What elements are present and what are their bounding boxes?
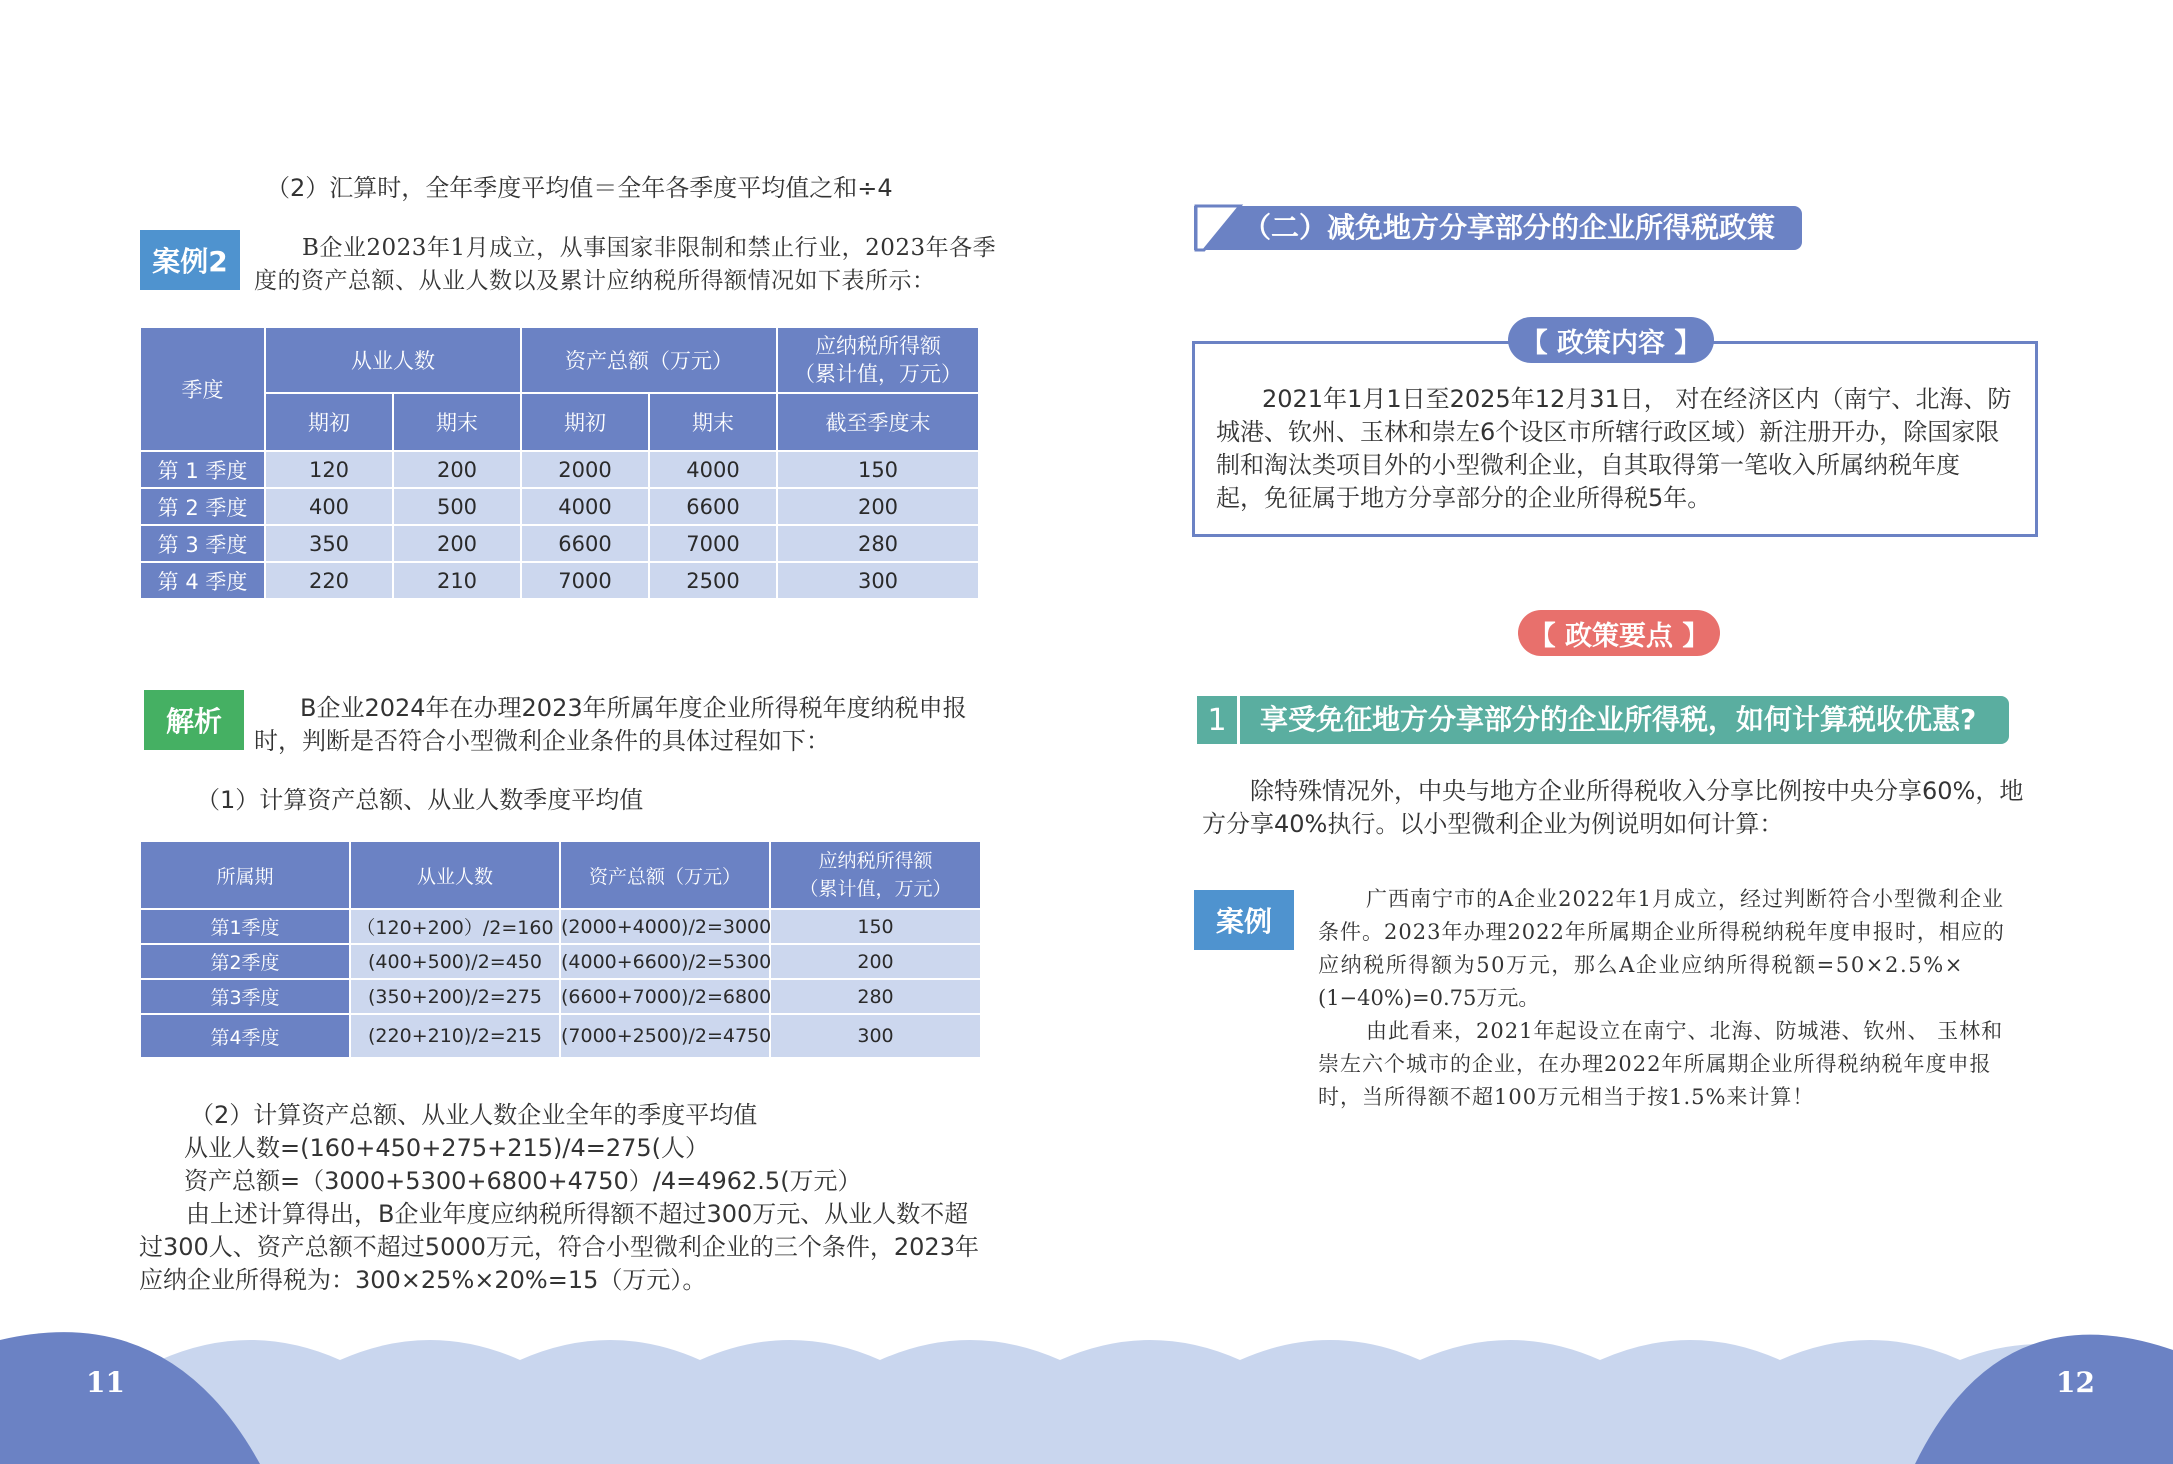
row-label: 第2季度 [140, 944, 350, 979]
case-line-4: (1−40%)=0.75万元。 [1318, 986, 1540, 1010]
cell: (220+210)/2=215 [350, 1014, 560, 1058]
cell: 220 [265, 562, 393, 599]
average-data-table [139, 840, 982, 1059]
cell: 200 [393, 525, 521, 562]
page-number-left: 11 [86, 1366, 125, 1399]
header-staff-begin: 期初 [265, 393, 393, 451]
case-line-5: 由此看来，2021年起设立在南宁、北海、防城港、钦州、 玉林和 [1366, 1019, 2004, 1043]
footer-wave-decoration [0, 1320, 2173, 1464]
header-assets-begin: 期初 [521, 393, 649, 451]
explain-line-2: 方分享40%执行。以小型微利企业为例说明如何计算： [1202, 810, 1784, 838]
cell: (4000+6600)/2=5300 [560, 944, 770, 979]
analysis-line-1: B企业2024年在办理2023年所属年度企业所得税年度纳税申报 [300, 694, 967, 722]
policy-points-label: 【 政策要点 】 [1518, 610, 1720, 656]
case-line-6: 崇左六个城市的企业，在办理2022年所属期企业所得税纳税年度申报 [1318, 1052, 1992, 1076]
cell: 2000 [521, 451, 649, 488]
table-row [140, 944, 981, 979]
question-text: 享受免征地方分享部分的企业所得税，如何计算税收优惠? [1260, 703, 1977, 736]
cell: (7000+2500)/2=4750 [560, 1014, 770, 1058]
cell: 6600 [649, 488, 777, 525]
cell: 300 [777, 562, 979, 599]
header-assets: 资产总额（万元） [521, 327, 777, 393]
question-number: 1 [1197, 696, 1240, 744]
page-number-right: 12 [2056, 1366, 2095, 1399]
case-2-line-1: B企业2023年1月成立，从事国家非限制和禁止行业，2023年各季 [302, 235, 997, 261]
formula-line: （2）汇算时，全年季度平均值＝全年各季度平均值之和÷4 [266, 174, 893, 202]
case-line-1: 广西南宁市的A企业2022年1月成立，经过判断符合小型微利企业 [1366, 887, 2004, 911]
cell: (2000+4000)/2=3000 [560, 909, 770, 944]
conclusion-line-1: 由上述计算得出，B企业年度应纳税所得额不超过300万元、从业人数不超 [186, 1200, 969, 1228]
row-label: 第 2 季度 [140, 488, 265, 525]
table-row [140, 562, 979, 599]
cell: 120 [265, 451, 393, 488]
cell: 400 [265, 488, 393, 525]
table-row [140, 451, 979, 488]
policy-line-4: 起，免征属于地方分享部分的企业所得税5年。 [1216, 484, 1712, 512]
case-line-2: 条件。2023年办理2022年所属期企业所得税纳税年度申报时，相应的 [1318, 920, 2005, 944]
policy-line-1: 2021年1月1日至2025年12月31日， 对在经济区内（南宁、北海、防 [1262, 385, 2012, 413]
cell: 150 [770, 909, 981, 944]
row-label: 第3季度 [140, 979, 350, 1014]
cell: 200 [777, 488, 979, 525]
quarterly-data-table [139, 326, 980, 600]
cell: （120+200）/2=160 [350, 909, 560, 944]
cell: 2500 [649, 562, 777, 599]
cell: 350 [265, 525, 393, 562]
case-2-line-2: 度的资产总额、从业人数以及累计应纳税所得额情况如下表所示： [254, 268, 936, 294]
header-assets-end: 期末 [649, 393, 777, 451]
section-title: （二）减免地方分享部分的企业所得税政策 [1243, 211, 1776, 244]
header-cutoff: 截至季度末 [777, 393, 979, 451]
cell: 7000 [521, 562, 649, 599]
calc-staff: 从业人数=(160+450+275+215)/4=275(人） [184, 1134, 710, 1162]
row-label: 第 3 季度 [140, 525, 265, 562]
cell: 7000 [649, 525, 777, 562]
policy-content-label: 【 政策内容 】 [1508, 317, 1714, 363]
header-staff: 从业人数 [265, 327, 521, 393]
table-row [140, 488, 979, 525]
cell: 200 [770, 944, 981, 979]
cell: (400+500)/2=450 [350, 944, 560, 979]
analysis-line-2: 时，判断是否符合小型微利企业条件的具体过程如下： [254, 727, 830, 755]
row-label: 第4季度 [140, 1014, 350, 1058]
cell: 150 [777, 451, 979, 488]
row-label: 第1季度 [140, 909, 350, 944]
explain-line-1: 除特殊情况外，中央与地方企业所得税收入分享比例按中央分享60%，地 [1250, 777, 2024, 805]
policy-line-2: 城港、钦州、玉林和崇左6个设区市所辖行政区域）新注册开办，除国家限 [1216, 418, 2000, 446]
analysis-tag: 解析 [144, 690, 244, 750]
cell: 500 [393, 488, 521, 525]
case-tag: 案例 [1194, 890, 1294, 950]
header-staff: 从业人数 [350, 841, 560, 909]
row-label: 第 4 季度 [140, 562, 265, 599]
header-quarter: 季度 [140, 327, 265, 451]
calc-assets: 资产总额=（3000+5300+6800+4750）/4=4962.5(万元） [184, 1167, 862, 1195]
case-2-tag: 案例2 [140, 230, 240, 290]
step-1-heading: （1）计算资产总额、从业人数季度平均值 [196, 786, 644, 814]
cell: 4000 [521, 488, 649, 525]
step-2-heading: （2）计算资产总额、从业人数企业全年的季度平均值 [190, 1101, 758, 1129]
header-period: 所属期 [140, 841, 350, 909]
conclusion-line-2: 过300人、资产总额不超过5000万元，符合小型微利企业的三个条件，2023年 [139, 1233, 979, 1261]
header-taxable: 应纳税所得额 （累计值，万元） [777, 327, 979, 393]
table-row [140, 979, 981, 1014]
header-staff-end: 期末 [393, 393, 521, 451]
cell: 280 [770, 979, 981, 1014]
cell: (350+200)/2=275 [350, 979, 560, 1014]
cell: 200 [393, 451, 521, 488]
policy-line-3: 制和淘汰类项目外的小型微利企业，自其取得第一笔收入所属纳税年度 [1216, 451, 1960, 479]
cell: 300 [770, 1014, 981, 1058]
row-label: 第 1 季度 [140, 451, 265, 488]
cell: (6600+7000)/2=6800 [560, 979, 770, 1014]
header-taxable: 应纳税所得额 （累计值，万元） [770, 841, 981, 909]
cell: 4000 [649, 451, 777, 488]
cell: 210 [393, 562, 521, 599]
cell: 6600 [521, 525, 649, 562]
case-line-7: 时，当所得额不超100万元相当于按1.5%来计算！ [1318, 1085, 1815, 1109]
arrow-chevron-icon [1192, 202, 1248, 254]
table-row [140, 1014, 981, 1058]
case-line-3: 应纳税所得额为50万元，那么A企业应纳所得税额=50×2.5%× [1318, 953, 1964, 977]
cell: 280 [777, 525, 979, 562]
table-row [140, 909, 981, 944]
header-assets: 资产总额（万元） [560, 841, 770, 909]
conclusion-line-3: 应纳企业所得税为：300×25%×20%=15（万元）。 [139, 1266, 707, 1294]
table-row [140, 525, 979, 562]
